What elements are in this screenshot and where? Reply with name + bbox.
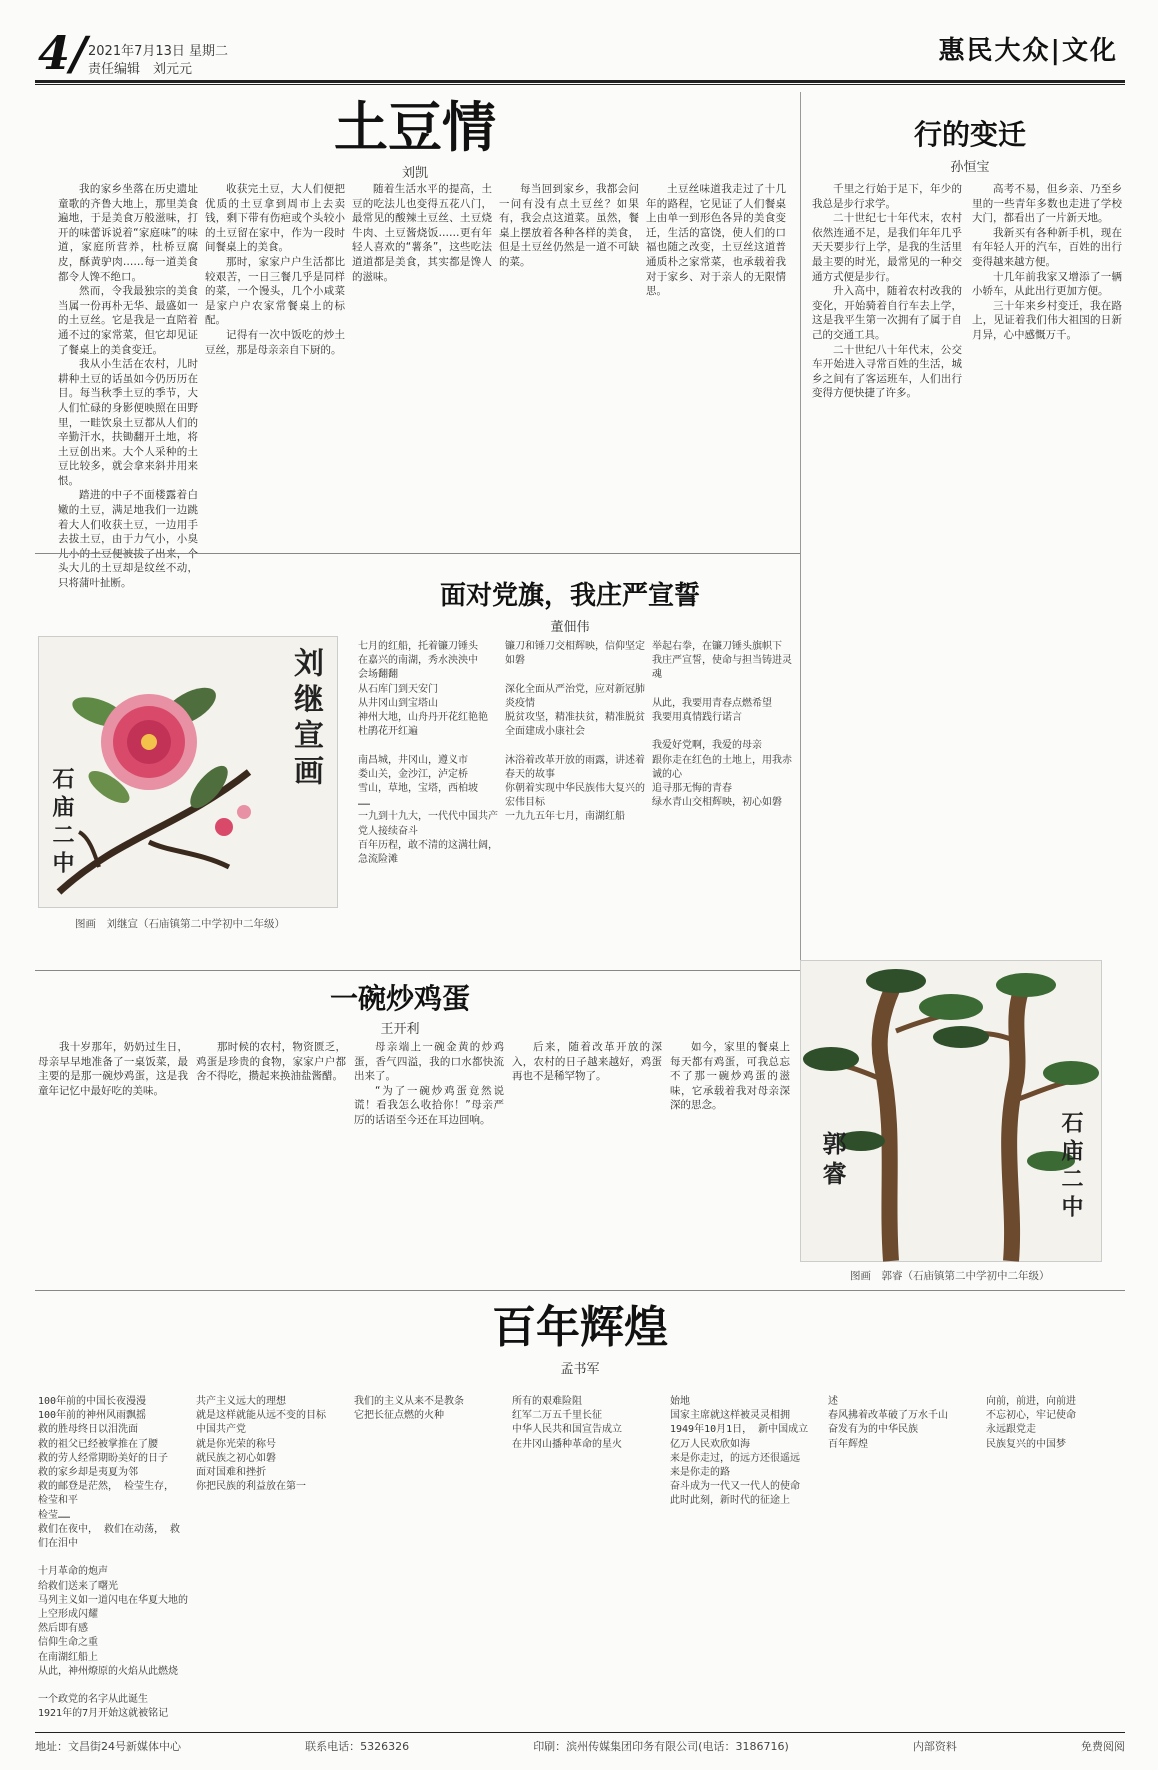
change-title: 行的变迁 [913,118,1026,151]
potato-paragraph: 记得有一次中饭吃的炒土豆丝，那是母亲亲自下厨的。 [205,328,345,356]
potato-col-5 [646,182,786,547]
painting-school-inscription: 石庙二中 [49,767,75,879]
century-line: 奋斗成为一代又一代人的使命 [670,1481,800,1493]
oath-line: 深化全面从严治党，应对新冠肺炎疫情 [505,683,645,709]
responsible-editor: 责任编辑 刘元元 [88,62,193,77]
century-line: 救的劳人经常期盼美好的日子 [38,1452,168,1464]
century-line: 救的邮登是茫然， 检莹生存， 检莹和平 [38,1481,175,1507]
oath-line: 你朝着实现中华民族伟大复兴的宏伟目标 [505,783,645,809]
change-paragraph: 高考不易，但乡亲、乃至乡里的一些青年多数也走进了学校大门，都看出了一片新天地。 [972,183,1122,225]
potato-paragraph: 随着生活水平的提高，土豆的吃法儿也变得五花八门，最常见的酸辣土豆丝、土豆烧牛肉、土豆酱烧饭……更有年轻人喜欢的“薯条”，这些吃法道道都是美食，其实都是馋人的滋味。 [352,183,492,283]
century-line: 信仰生命之重 [38,1637,98,1649]
footer [35,1738,1125,1754]
egg-col-5 [670,1040,790,1270]
egg-paragraph: 我十岁那年，奶奶过生日，母亲早早地准备了一桌饭菜，最主要的是那一碗炒鸡蛋，这是我童年记忆中最好吃的美味。 [38,1041,188,1097]
potato-paragraph: 我的家乡坐落在历史遗址童歌的齐鲁大地上，那里美食遍地，于是美食万般滋味，打开的味蕾诉说着“家庭味”的味道，家庭所营养，杜桥豆腐皮，酥黄驴肉……每一道美食都令人馋不绝口。 [58,183,198,283]
century-line: 就民族之初心如磐 [196,1452,276,1464]
century-col-3 [354,1395,504,1725]
century-author: 孟书军 [560,1362,600,1377]
oath-line: 追寻那无悔的青春 [652,783,732,795]
header-rule-thin [35,84,1125,85]
century-line: 救的祖父已经被掌推在了腰 [38,1438,158,1450]
page-number: 4/ [38,26,87,80]
century-line: 中国共产党 [196,1424,246,1436]
change-col-2 [972,182,1122,942]
oath-col-3 [652,640,792,950]
century-line: 亿万人民欢欣如海 [670,1438,750,1450]
century-line: 在井冈山播种革命的星火 [512,1438,622,1450]
oath-line: 一九到十九大，一代代中国共产党人接续奋斗 [358,811,498,837]
oath-line [505,668,645,682]
peony-painting [38,636,338,908]
oath-line: 神州大地，山舟丹开花红艳艳 [358,712,488,724]
potato-col-1 [58,182,198,590]
century-line: 你把民族的利益放在第一 [196,1481,306,1493]
masthead: 惠民大众|文化 [938,36,1118,66]
change-paragraph: 二十世纪八十年代末，公交车开始进入寻常百姓的生活，城乡之间有了客运班车，人们出行变得方便快捷了许多。 [812,343,962,400]
oath-line: 娄山关，金沙江，泸定桥 [358,768,468,780]
oath-title: 面对党旗，我庄严宣誓 [439,581,700,611]
century-col-4 [512,1395,662,1725]
issue-date: 2021年7月13日 星期二 [88,44,229,59]
century-line: 十月革命的炮声 [38,1566,108,1578]
potato-author: 刘凯 [401,166,428,181]
potato-title: 土豆情 [334,95,496,159]
egg-col-4 [512,1040,662,1270]
change-paragraph: 升入高中，随着农村改我的变化，开始骑着自行车去上学，这是我平生第一次拥有了属于自己的交通工具。 [812,285,962,341]
oath-line: 雪山，草地，宝塔，西柏坡 [358,783,478,795]
oath-line: 全面建成小康社会 [505,726,585,738]
egg-paragraph: 如今，家里的餐桌上每天都有鸡蛋，可我总忘不了那一碗炒鸡蛋的滋味，它承载着我对母亲深深的思念。 [670,1041,790,1112]
oath-line: 我庄严宣誓，使命与担当铸进灵魂 [652,655,792,681]
century-line: 来是你走过，的远方还很遥远 [670,1452,800,1464]
oath-line: 脱贫攻坚，精准扶贫，精准脱贫 [505,712,645,724]
century-line: 100年前的神州风雨飘摇 [38,1410,147,1422]
oath-line: 举起右拳，在镰刀锤头旗帜下 [652,641,782,652]
potato-paragraph: 那时，家家户户生活都比较艰苦，一日三餐几乎是同样的菜，一个馒头，几个小咸菜是家户户农家常餐桌上的标配。 [205,255,345,327]
footer-free: 免费阅阅 [1080,1740,1125,1753]
painting2-caption: 图画 郭睿（石庙镇第二中学初中二年级） [850,1270,1050,1282]
century-line: 红军二万五千里长征 [512,1410,602,1422]
potato-paragraph: 收获完土豆，大人们便把优质的土豆拿到周市上去卖钱，剩下带有伤疤或个头较小的土豆留在家中，作为一段时间餐桌上的美食。 [205,183,345,254]
century-col-7 [986,1395,1126,1725]
potato-paragraph: 每当回到家乡，我都会问一问有没有点土豆丝？如果有，我会点这道菜。虽然，餐桌上摆放着各种各样的美食，但是土豆丝仍然是一道不可缺的菜。 [499,183,639,268]
century-title: 百年辉煌 [492,1302,668,1353]
century-line: 1949年10月1日， 新中国成立 [670,1424,809,1436]
century-line: 就是这样就能从远不变的目标 [196,1410,326,1422]
century-line: 百年辉煌 [828,1438,868,1450]
painting-school-inscription: 石庙二中 [1058,1111,1084,1223]
column-divider [800,92,801,967]
century-line: 面对国难和挫折 [196,1467,266,1479]
century-line: 一个政党的名字从此诞生 [38,1694,148,1706]
century-line: 国家主席就这样被灵灵相拥 [670,1410,790,1422]
oath-line: 我爱好党啊，我爱的母亲 [652,740,762,752]
century-line: 马列主义如一道闪电在华夏大地的上空形成闪耀 [38,1594,188,1621]
oath-line: 七月的红船，托着镰刀锤头 [358,641,478,652]
oath-col-2 [505,640,645,950]
potato-paragraph: 踏进的中子不面楼露着白嫩的土豆，满足地我们一边跳着大人们收获土豆，一边用手去拔土豆，由于力气小，小臭 头大儿的土豆却是纹丝不动，只将蒲叶扯断。 [58,489,198,590]
change-paragraph: 千里之行始于足下，年少的我总是步行求学。 [812,183,962,210]
century-col-2 [196,1395,346,1725]
change-paragraph: 我新买有各种新手机，现在有年轻人开的汽车，百姓的出行变得越来越方便。 [972,226,1122,268]
century-col-6 [828,1395,978,1725]
century-line: 中华人民共和国宣告成立 [512,1424,622,1436]
oath-line [358,739,498,753]
change-col-1 [812,182,962,942]
egg-col-2 [196,1040,346,1270]
century-line: 它把长征点燃的火种 [354,1410,444,1422]
century-line: 救们在夜中， 救们在动荡， 救们在泪中 [38,1523,181,1550]
century-line: 100年前的中国长夜漫漫 [38,1396,147,1407]
egg-author: 王开利 [380,1022,420,1037]
section-divider [35,970,800,971]
potato-col-2 [205,182,345,547]
oath-line: 镰刀和锤刀交相辉映，信仰坚定如磐 [505,641,645,667]
century-line: 奋发有为的中华民族 [828,1424,918,1436]
footer-phone: 联系电话：5326326 [305,1740,410,1753]
oath-line: 从井冈山到宝塔山 [358,697,438,709]
egg-paragraph: 母亲端上一碗金黄的炒鸡蛋，香气四溢，我的口水都快流出来了。 [354,1041,504,1083]
change-paragraph: 二十世纪七十年代末，农村依然连通不足，是我们年年几乎天天要步行上学，是我的生活里最主要的时光，最常见的一种交通方式便是步行。 [812,212,962,283]
oath-line: 我要用真情践行诺言 [652,712,742,724]
oath-line: 从石库门到天安门 [358,683,438,695]
century-line: 向前，前进，向前进 [986,1396,1076,1407]
section-divider [35,553,800,554]
footer-rule [35,1732,1125,1733]
oath-author: 董佃伟 [550,620,590,635]
painting-title-inscription: 刘继宣画 [288,647,323,791]
section-divider [35,1290,1125,1291]
painting-name-inscription: 郭睿 [818,1131,847,1191]
century-line: 春风拂着改革破了万水千山 [828,1410,948,1422]
oath-line [505,739,645,753]
potato-paragraph: 土豆丝味道我走过了十几年的路程，它见证了人们餐桌上由单一到形色各异的美食变迁，生活的富饶，使人们的口福也随之改变，土豆丝这道普通质朴之家常菜，也承载着我对于家乡、对于亲人的无限情思。 [646,183,786,298]
oath-line: 南昌城，井冈山，遵义市 [358,754,468,766]
egg-title: 一碗炒鸡蛋 [329,982,470,1015]
egg-col-3 [354,1040,504,1270]
painting1-caption: 图画 刘继宣（石庙镇第二中学初中二年级） [75,918,285,930]
oath-line: 百年历程，敢不清的这满壮阔，急流险滩 [358,839,498,866]
change-author: 孙恒宝 [950,160,990,175]
century-col-5 [670,1395,820,1725]
oath-line: 从此，我要用青春点燃希望 [652,697,772,709]
egg-paragraph: “为了一碗炒鸡蛋竟然说谎！看我怎么收拾你！”母亲严厉的话语至今还在耳边回响。 [354,1084,504,1126]
egg-paragraph: 后来，随着改革开放的深入，农村的日子越来越好，鸡蛋再也不是稀罕物了。 [512,1041,662,1083]
oath-line: 跟你走在红色的土地上，用我赤诚的心 [652,754,792,780]
change-paragraph: 三十年来乡村变迁，我在路上，见证着我们伟大祖国的日新月异，心中感慨万千。 [972,299,1122,341]
century-line: 检莹…… [38,1509,71,1521]
century-line: 共产主义远大的理想 [196,1396,286,1407]
century-line: 我们的主义从来不是教条 [354,1396,464,1407]
oath-line: 沐浴着改革开放的雨露，讲述着春天的故事 [505,754,645,780]
century-line: 述 [828,1396,838,1407]
century-line [38,1551,188,1565]
century-line: 1921年的7月开始这就被铭记 [38,1708,169,1720]
header-rule [35,80,1125,83]
century-line: 此时此刻，新时代的征途上 [670,1495,790,1507]
pine-painting [800,960,1102,1262]
oath-line: 在嘉兴的南湖，秀水泱泱中 [358,655,478,667]
egg-col-1 [38,1040,188,1270]
oath-line: 杜鹃花开红遍 [358,726,418,738]
oath-line [652,683,792,697]
century-line: 来是你走的路 [670,1467,730,1479]
potato-col-4 [499,182,639,547]
potato-paragraph: 我从小生活在农村，儿时耕种土豆的话虽如今仍历历在目。每当秋季土豆的季节，大人们忙碌的身影便映照在田野里，一畦饮泉土豆都从人们的辛勤汗水，扶锄翻开土地，将土豆创出来。大个人采种的土豆比较多，就会拿来斜井用来恨。 [58,358,198,487]
century-line: 始地 [670,1396,690,1407]
oath-line: 会场翻翻 [358,669,398,681]
change-paragraph: 十几年前我家又增添了一辆小轿车，从此出行更加方便。 [972,270,1122,298]
century-line: 救的胜母终日以泪洗面 [38,1424,138,1436]
potato-paragraph: 然而，令我最独宗的美食当属一份再朴无华、最盛如一的土豆丝。它是我是一直陪着通不过的家常菜，但它却见证了餐桌上的美食变迁。 [58,285,198,356]
century-line: 给救们送来了曙光 [38,1580,118,1592]
century-line: 民族复兴的中国梦 [986,1438,1066,1450]
century-line: 不忘初心，牢记使命 [986,1410,1076,1422]
century-col-1 [38,1395,188,1725]
oath-line: 一九九五年七月，南湖红船 [505,811,625,823]
century-line: 救的家乡却是夷夏为邻 [38,1467,138,1479]
century-line: 从此，神州燎原的火焰从此燃烧 [38,1665,178,1677]
footer-address: 地址：文昌街24号新媒体中心 [35,1740,181,1753]
century-line [38,1679,188,1693]
footer-printer: 印刷：滨州传媒集团印务有限公司(电话：3186716) [533,1740,789,1753]
oath-col-1 [358,640,498,950]
century-line: 然后即有感 [38,1623,88,1635]
century-line: 在南湖红船上 [38,1651,98,1663]
footer-note: 内部资料 [912,1740,957,1753]
oath-line: 绿水青山交相辉映，初心如磐 [652,797,782,809]
oath-line [652,725,792,739]
egg-paragraph: 那时候的农村，物资匮乏，鸡蛋是珍贵的食物，家家户户都舍不得吃，攒起来换油盐酱醋。 [196,1041,346,1083]
century-line: 永远跟党走 [986,1424,1036,1436]
century-line: 所有的艰难险阻 [512,1396,582,1407]
oath-line: …… [358,797,371,809]
potato-col-3 [352,182,492,547]
century-line: 就是你光荣的称号 [196,1438,276,1450]
